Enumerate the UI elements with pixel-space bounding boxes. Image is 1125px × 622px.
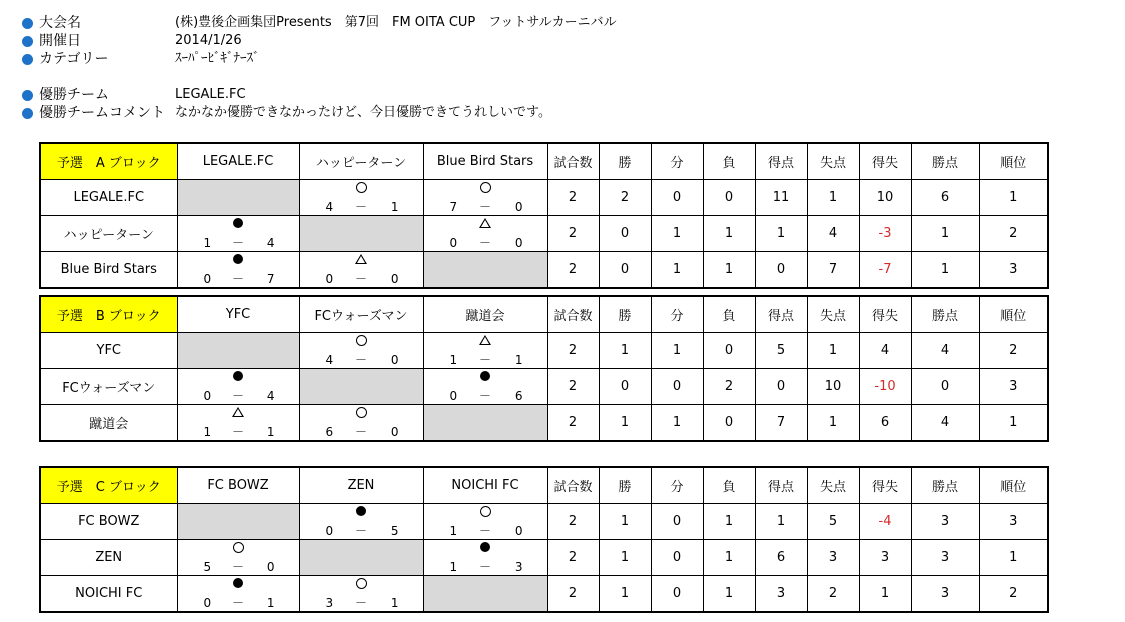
- stat-header: 勝点: [911, 467, 979, 504]
- score-for: 5: [203, 560, 212, 574]
- team-name: ハッピーターン: [40, 216, 177, 252]
- score-dash: －: [354, 596, 367, 610]
- self-match-cell: [423, 405, 547, 442]
- stat-value: 3: [911, 576, 979, 613]
- stat-header: 勝点: [911, 296, 979, 333]
- stat-value: 0: [651, 369, 703, 405]
- match-result-cell: [423, 180, 547, 216]
- winner-label: 優勝チーム: [39, 87, 109, 103]
- stat-value: -3: [859, 216, 911, 252]
- match-result-cell: [177, 369, 299, 405]
- score-dash: －: [231, 596, 244, 610]
- team-name: Blue Bird Stars: [40, 252, 177, 289]
- stat-header: 得失: [859, 143, 911, 180]
- stat-header: 順位: [979, 467, 1048, 504]
- opponent-header: FC BOWZ: [177, 467, 299, 504]
- stat-header: 負: [703, 296, 755, 333]
- team-name: 蹴道会: [40, 405, 177, 442]
- draw-triangle-icon: [479, 335, 491, 345]
- comment-label: 優勝チームコメント: [39, 105, 165, 121]
- info-row-comment: [22, 104, 617, 122]
- score-for: 0: [449, 236, 458, 250]
- score-for: 4: [325, 353, 334, 367]
- stat-value: 1: [599, 576, 651, 613]
- opponent-header: YFC: [177, 296, 299, 333]
- score-against: 4: [266, 236, 275, 250]
- score-for: 1: [449, 560, 458, 574]
- table-row: [40, 252, 1048, 289]
- stat-value: 0: [651, 180, 703, 216]
- stat-header: 失点: [807, 143, 859, 180]
- score-against: 1: [390, 200, 399, 214]
- stat-value: -4: [859, 504, 911, 540]
- stat-value: 1: [979, 405, 1048, 442]
- stat-value: 5: [755, 333, 807, 369]
- score-against: 3: [514, 560, 523, 574]
- score-dash: －: [478, 353, 491, 367]
- stat-value: 1: [703, 252, 755, 289]
- stat-value: 0: [755, 252, 807, 289]
- win-circle-icon: [233, 542, 244, 553]
- stat-value: 1: [599, 333, 651, 369]
- win-circle-icon: [356, 182, 367, 193]
- stat-value: 4: [911, 405, 979, 442]
- stat-value: -10: [859, 369, 911, 405]
- stat-value: 1: [703, 576, 755, 613]
- score-for: 1: [449, 353, 458, 367]
- stat-value: 2: [547, 576, 599, 613]
- score-for: 4: [325, 200, 334, 214]
- score-against: 5: [390, 524, 399, 538]
- tournament-info: [22, 14, 617, 122]
- stat-value: 6: [911, 180, 979, 216]
- score-dash: －: [354, 272, 367, 286]
- stat-value: 5: [807, 504, 859, 540]
- stat-value: 1: [651, 405, 703, 442]
- stat-header: 得失: [859, 467, 911, 504]
- match-result-cell: [299, 576, 423, 613]
- self-match-cell: [177, 333, 299, 369]
- win-circle-icon: [356, 335, 367, 346]
- stat-value: 6: [859, 405, 911, 442]
- stat-value: 1: [979, 540, 1048, 576]
- self-match-cell: [423, 576, 547, 613]
- score-against: 1: [390, 596, 399, 610]
- info-row-date: [22, 32, 617, 50]
- score-dash: －: [231, 272, 244, 286]
- stat-header: 順位: [979, 143, 1048, 180]
- stat-value: 0: [703, 180, 755, 216]
- stat-value: 1: [599, 504, 651, 540]
- winner-value: LEGALE.FC: [175, 87, 246, 102]
- stat-value: 10: [859, 180, 911, 216]
- score-for: 7: [449, 200, 458, 214]
- score-dash: －: [354, 425, 367, 439]
- info-row-category: [22, 50, 617, 68]
- self-match-cell: [177, 180, 299, 216]
- score-against: 0: [514, 236, 523, 250]
- stat-header: 試合数: [547, 143, 599, 180]
- score-dash: －: [354, 353, 367, 367]
- bullet-icon: [22, 36, 33, 47]
- score-against: 1: [266, 425, 275, 439]
- opponent-header: 蹴道会: [423, 296, 547, 333]
- stat-value: 1: [599, 540, 651, 576]
- stat-value: 1: [755, 504, 807, 540]
- score-against: 4: [266, 389, 275, 403]
- score-against: 1: [514, 353, 523, 367]
- stat-value: 1: [859, 576, 911, 613]
- self-match-cell: [299, 540, 423, 576]
- stat-value: 11: [755, 180, 807, 216]
- table-header-row: [40, 296, 1048, 333]
- draw-triangle-icon: [355, 254, 367, 264]
- stat-header: 試合数: [547, 467, 599, 504]
- stat-value: 1: [807, 180, 859, 216]
- match-result-cell: [423, 504, 547, 540]
- win-circle-icon: [480, 506, 491, 517]
- table-row: [40, 540, 1048, 576]
- block-table: [39, 295, 1049, 442]
- opponent-header: LEGALE.FC: [177, 143, 299, 180]
- win-circle-icon: [480, 182, 491, 193]
- stat-value: 1: [703, 540, 755, 576]
- date-label: 開催日: [39, 33, 81, 49]
- score-for: 0: [203, 596, 212, 610]
- table-row: [40, 369, 1048, 405]
- loss-dot-icon: [233, 371, 243, 381]
- score-dash: －: [478, 524, 491, 538]
- match-result-cell: [177, 405, 299, 442]
- stat-value: -7: [859, 252, 911, 289]
- score-dash: －: [478, 200, 491, 214]
- stat-value: 6: [755, 540, 807, 576]
- score-against: 6: [514, 389, 523, 403]
- table-row: [40, 504, 1048, 540]
- match-result-cell: [299, 252, 423, 289]
- score-for: 1: [203, 236, 212, 250]
- table-row: [40, 576, 1048, 613]
- match-result-cell: [177, 576, 299, 613]
- score-dash: －: [231, 560, 244, 574]
- loss-dot-icon: [356, 506, 366, 516]
- stat-header: 得点: [755, 143, 807, 180]
- match-result-cell: [299, 504, 423, 540]
- team-name: FC BOWZ: [40, 504, 177, 540]
- table-row: [40, 216, 1048, 252]
- table-header-row: [40, 467, 1048, 504]
- score-against: 0: [266, 560, 275, 574]
- stat-value: 2: [547, 333, 599, 369]
- opponent-header: ハッピーターン: [299, 143, 423, 180]
- team-name: YFC: [40, 333, 177, 369]
- comment-value: なかなか優勝できなかったけど、今日優勝できてうれしいです。: [175, 105, 551, 120]
- stat-value: 3: [911, 504, 979, 540]
- loss-dot-icon: [233, 254, 243, 264]
- stat-value: 1: [755, 216, 807, 252]
- score-for: 0: [325, 524, 334, 538]
- stat-header: 負: [703, 467, 755, 504]
- stat-value: 3: [979, 504, 1048, 540]
- stat-value: 3: [979, 369, 1048, 405]
- score-dash: －: [354, 524, 367, 538]
- team-name: NOICHI FC: [40, 576, 177, 613]
- loss-dot-icon: [480, 371, 490, 381]
- stat-value: 10: [807, 369, 859, 405]
- stat-value: 3: [911, 540, 979, 576]
- stat-value: 2: [979, 216, 1048, 252]
- match-result-cell: [423, 540, 547, 576]
- stat-value: 3: [807, 540, 859, 576]
- opponent-header: Blue Bird Stars: [423, 143, 547, 180]
- team-name: ZEN: [40, 540, 177, 576]
- stat-value: 0: [599, 369, 651, 405]
- stat-value: 4: [911, 333, 979, 369]
- draw-triangle-icon: [232, 407, 244, 417]
- block-table: [39, 466, 1049, 613]
- score-for: 3: [325, 596, 334, 610]
- bullet-icon: [22, 18, 33, 29]
- score-against: 7: [266, 272, 275, 286]
- score-for: 0: [325, 272, 334, 286]
- stat-value: 2: [599, 180, 651, 216]
- stat-value: 2: [547, 369, 599, 405]
- stat-value: 1: [651, 333, 703, 369]
- stat-value: 0: [651, 504, 703, 540]
- stat-header: 得点: [755, 296, 807, 333]
- stat-value: 0: [755, 369, 807, 405]
- score-for: 0: [203, 389, 212, 403]
- team-name: LEGALE.FC: [40, 180, 177, 216]
- stat-value: 3: [859, 540, 911, 576]
- match-result-cell: [423, 369, 547, 405]
- block-title: 予選 A ブロック: [40, 143, 177, 180]
- stat-value: 2: [547, 252, 599, 289]
- tournament-label: 大会名: [39, 15, 81, 31]
- stat-value: 4: [807, 216, 859, 252]
- match-result-cell: [299, 405, 423, 442]
- score-against: 0: [514, 200, 523, 214]
- self-match-cell: [299, 216, 423, 252]
- stat-value: 0: [703, 405, 755, 442]
- stat-value: 1: [651, 252, 703, 289]
- stat-header: 分: [651, 143, 703, 180]
- stat-value: 7: [807, 252, 859, 289]
- stat-value: 1: [911, 216, 979, 252]
- self-match-cell: [177, 504, 299, 540]
- stat-value: 1: [599, 405, 651, 442]
- score-dash: －: [231, 425, 244, 439]
- score-against: 0: [390, 272, 399, 286]
- stat-value: 0: [703, 333, 755, 369]
- stat-value: 1: [807, 405, 859, 442]
- table-row: [40, 333, 1048, 369]
- stat-value: 0: [911, 369, 979, 405]
- match-result-cell: [177, 216, 299, 252]
- opponent-header: FCウォーズマン: [299, 296, 423, 333]
- match-result-cell: [299, 180, 423, 216]
- table-row: [40, 405, 1048, 442]
- date-value: 2014/1/26: [175, 33, 242, 48]
- opponent-header: NOICHI FC: [423, 467, 547, 504]
- score-dash: －: [478, 560, 491, 574]
- score-for: 0: [449, 389, 458, 403]
- table-row: [40, 180, 1048, 216]
- team-name: FCウォーズマン: [40, 369, 177, 405]
- stat-value: 0: [651, 540, 703, 576]
- match-result-cell: [177, 252, 299, 289]
- stat-value: 3: [755, 576, 807, 613]
- block-table: [39, 142, 1049, 289]
- loss-dot-icon: [480, 542, 490, 552]
- stat-value: 2: [703, 369, 755, 405]
- score-for: 1: [203, 425, 212, 439]
- win-circle-icon: [356, 578, 367, 589]
- stat-header: 試合数: [547, 296, 599, 333]
- win-circle-icon: [356, 407, 367, 418]
- stat-value: 7: [755, 405, 807, 442]
- draw-triangle-icon: [479, 218, 491, 228]
- opponent-header: ZEN: [299, 467, 423, 504]
- match-result-cell: [299, 333, 423, 369]
- score-against: 1: [266, 596, 275, 610]
- loss-dot-icon: [233, 218, 243, 228]
- stat-value: 2: [547, 504, 599, 540]
- self-match-cell: [423, 252, 547, 289]
- stat-header: 負: [703, 143, 755, 180]
- score-for: 1: [449, 524, 458, 538]
- stat-value: 1: [703, 216, 755, 252]
- stat-value: 2: [547, 405, 599, 442]
- score-against: 0: [514, 524, 523, 538]
- stat-header: 得失: [859, 296, 911, 333]
- loss-dot-icon: [233, 578, 243, 588]
- score-for: 0: [203, 272, 212, 286]
- match-result-cell: [423, 216, 547, 252]
- stat-value: 1: [651, 216, 703, 252]
- self-match-cell: [299, 369, 423, 405]
- stat-value: 1: [703, 504, 755, 540]
- stat-value: 2: [547, 540, 599, 576]
- stat-header: 失点: [807, 296, 859, 333]
- stat-value: 2: [979, 333, 1048, 369]
- match-result-cell: [423, 333, 547, 369]
- category-value: ｽｰﾊﾟｰﾋﾞｷﾞﾅｰｽﾞ: [175, 51, 260, 66]
- bullet-icon: [22, 54, 33, 65]
- info-row-tournament: [22, 14, 617, 32]
- score-dash: －: [231, 389, 244, 403]
- stat-header: 失点: [807, 467, 859, 504]
- table-header-row: [40, 143, 1048, 180]
- score-against: 0: [390, 353, 399, 367]
- score-dash: －: [478, 236, 491, 250]
- stat-value: 2: [547, 180, 599, 216]
- stat-value: 0: [651, 576, 703, 613]
- score-for: 6: [325, 425, 334, 439]
- score-dash: －: [478, 389, 491, 403]
- stat-value: 3: [979, 252, 1048, 289]
- category-label: カテゴリー: [39, 51, 109, 67]
- stat-header: 勝: [599, 143, 651, 180]
- block-title: 予選 B ブロック: [40, 296, 177, 333]
- stat-value: 4: [859, 333, 911, 369]
- bullet-icon: [22, 90, 33, 101]
- stat-header: 得点: [755, 467, 807, 504]
- tournament-name: (株)豊後企画集団Presents 第7回 FM OITA CUP フットサルカーニバル: [175, 15, 617, 30]
- score-against: 0: [390, 425, 399, 439]
- stat-value: 2: [547, 216, 599, 252]
- info-row-winner: [22, 86, 617, 104]
- stat-header: 順位: [979, 296, 1048, 333]
- stat-header: 分: [651, 296, 703, 333]
- stat-header: 分: [651, 467, 703, 504]
- stat-value: 1: [807, 333, 859, 369]
- stat-value: 0: [599, 216, 651, 252]
- stat-value: 1: [911, 252, 979, 289]
- stat-header: 勝: [599, 296, 651, 333]
- stat-header: 勝: [599, 467, 651, 504]
- stat-value: 1: [979, 180, 1048, 216]
- bullet-icon: [22, 108, 33, 119]
- stat-value: 0: [599, 252, 651, 289]
- stat-header: 勝点: [911, 143, 979, 180]
- match-result-cell: [177, 540, 299, 576]
- score-dash: －: [231, 236, 244, 250]
- stat-value: 2: [979, 576, 1048, 613]
- stat-value: 2: [807, 576, 859, 613]
- score-dash: －: [354, 200, 367, 214]
- block-title: 予選 C ブロック: [40, 467, 177, 504]
